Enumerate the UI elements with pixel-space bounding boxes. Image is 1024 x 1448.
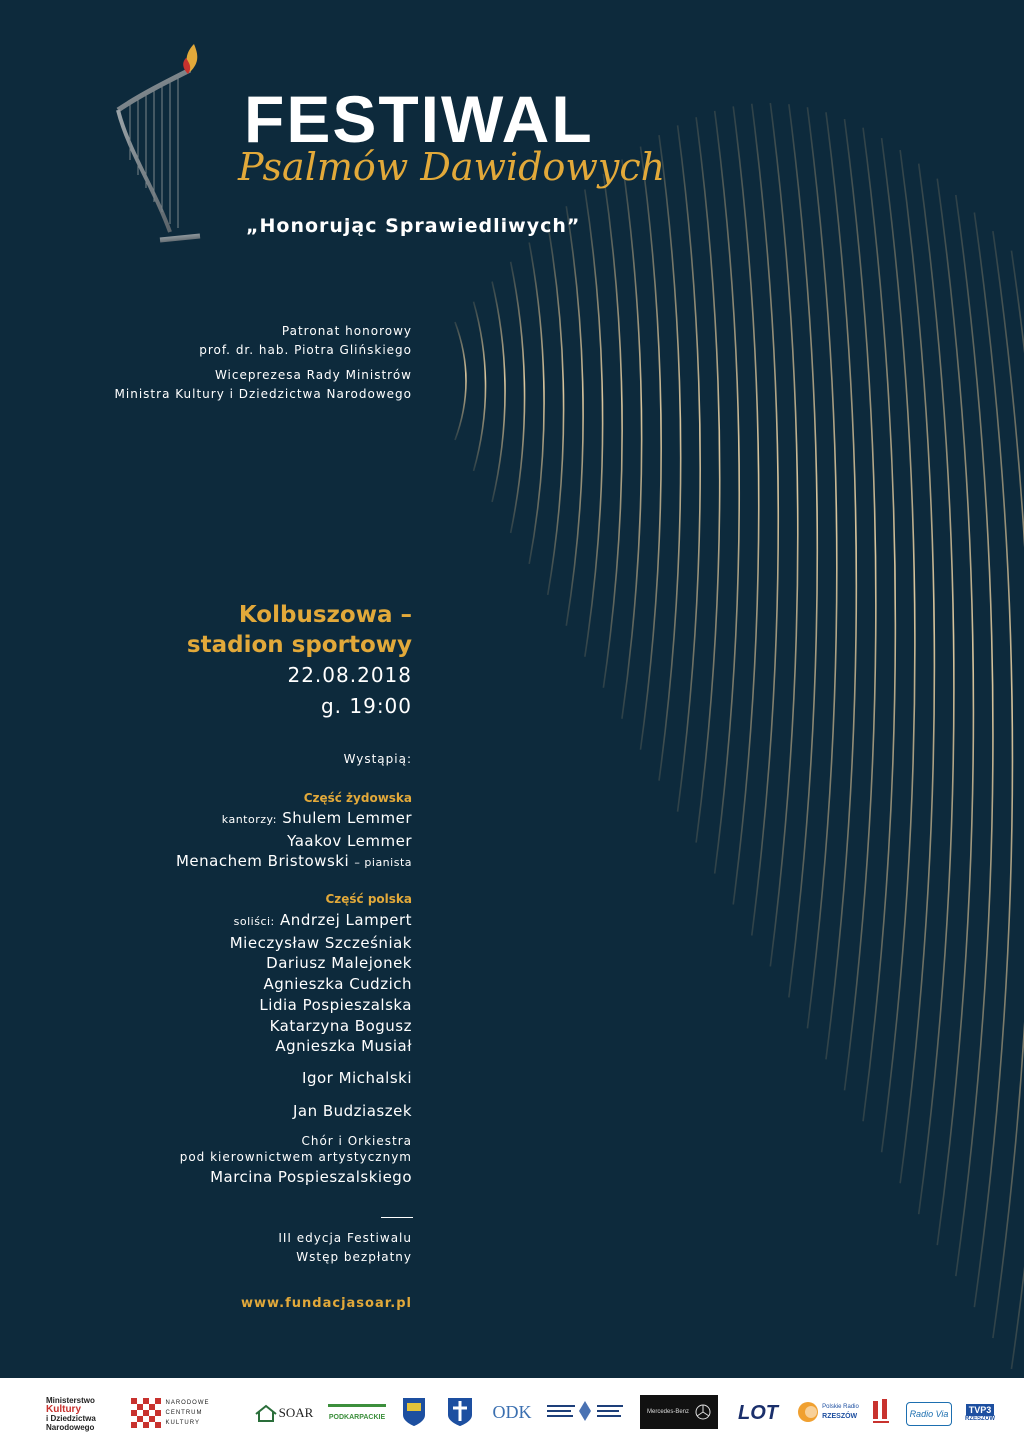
soar-house-icon xyxy=(255,1404,277,1422)
mercedes-logo: Mercedes-Benz xyxy=(640,1395,718,1429)
jewish-part-block xyxy=(176,788,412,874)
harp-string xyxy=(845,119,876,1090)
harp-string xyxy=(752,104,778,936)
tvp3-logo: TVP3 RZESZÓW xyxy=(965,1405,995,1422)
harp-icon xyxy=(110,40,220,250)
section-label: Część żydowska xyxy=(303,791,412,805)
harp-string xyxy=(863,128,895,1122)
harp-string xyxy=(882,138,915,1152)
section-label: Część polska xyxy=(325,892,412,906)
performer-name: Shulem Lemmer xyxy=(282,809,412,827)
radio-via-logo: Radio Via xyxy=(906,1402,952,1426)
sponsor-footer xyxy=(0,1378,1024,1448)
harp-string xyxy=(826,112,856,1059)
nck-mark-icon xyxy=(131,1398,161,1428)
event-time: g. 19:00 xyxy=(320,694,412,718)
harp-string xyxy=(770,103,797,966)
info-block xyxy=(278,1229,412,1267)
harp-string xyxy=(807,107,836,1028)
harp-string xyxy=(492,282,505,502)
patronage-line: prof. dr. hab. Piotra Glińskiego xyxy=(199,343,412,357)
harp-string xyxy=(1011,251,1024,1369)
admission-text: Wstęp bezpłatny xyxy=(296,1250,412,1264)
harp-string xyxy=(733,106,759,904)
foundation-logo xyxy=(546,1398,626,1426)
patronage-line: Wiceprezesa Rady Ministrów xyxy=(214,368,412,382)
performer-name: Lidia Pospieszalska xyxy=(259,995,412,1014)
patronage-line: Ministra Kultury i Dziedzictwa Narodowego xyxy=(114,387,412,401)
performer-name: Yaakov Lemmer xyxy=(287,831,412,850)
harp-string xyxy=(548,224,564,595)
harp-string xyxy=(993,231,1024,1338)
mercedes-star-icon xyxy=(695,1404,711,1420)
polish-part-block xyxy=(230,888,412,1057)
performer-name: Menachem Bristowski xyxy=(175,852,350,871)
performer-name: Jan Budziaszek xyxy=(292,1102,412,1120)
performer-name: Igor Michalski xyxy=(302,1069,412,1087)
divider xyxy=(381,1217,413,1218)
nck-logo: NARODOWE CENTRUM KULTURY xyxy=(128,1396,212,1430)
festival-subtitle: „Honorując Sprawiedliwych” xyxy=(246,215,581,237)
harp-string xyxy=(622,160,642,719)
harp-string xyxy=(937,179,973,1246)
pianist-suffix: – pianista xyxy=(354,856,412,870)
performers-label: Wystąpią: xyxy=(343,752,412,766)
soloists-prefix: soliści: xyxy=(233,915,275,928)
radio-circle-icon xyxy=(797,1401,819,1423)
patronage-block xyxy=(115,322,412,404)
website-link[interactable]: www.fundacjasoar.pl xyxy=(240,1296,412,1311)
venue-block xyxy=(187,600,412,722)
harp-string xyxy=(715,111,740,874)
lot-logo: LOT xyxy=(738,1401,778,1424)
harp-string xyxy=(585,189,603,656)
performer-name: Katarzyna Bogusz xyxy=(269,1016,412,1035)
performer-name: Andrzej Lampert xyxy=(280,911,412,929)
ministry-logo: Ministerstwo Kultury i Dziedzictwa Narodowego xyxy=(46,1396,96,1432)
harp-string xyxy=(789,104,817,997)
performer-name: Dariusz Malejonek xyxy=(266,954,412,973)
radio-rzeszow-logo: Polskie Radio RZESZÓW xyxy=(796,1398,860,1426)
harp-string xyxy=(659,135,681,780)
choir-line: pod kierownictwem artystycznym xyxy=(179,1150,412,1164)
soar-logo: SOAR xyxy=(252,1402,316,1424)
performer-name: Agnieszka Cudzich xyxy=(263,975,412,994)
harp-string xyxy=(474,302,486,471)
festival-title: FESTIWAL xyxy=(244,82,594,156)
event-date: 22.08.2018 xyxy=(287,663,412,687)
odk-logo: ODK xyxy=(492,1401,532,1422)
harp-string xyxy=(455,322,466,440)
performer-name: Agnieszka Musiał xyxy=(275,1037,412,1056)
venue-line: stadion sportowy xyxy=(186,632,412,658)
harp-string xyxy=(956,195,993,1276)
cantors-prefix: kantorzy: xyxy=(221,813,277,826)
harp-string xyxy=(640,147,661,750)
festival-script-title: Psalmów Dawidowych xyxy=(238,145,666,189)
harp-string xyxy=(919,164,954,1215)
harp-string xyxy=(603,174,622,688)
red-station-icon xyxy=(870,1396,892,1428)
harp-string xyxy=(511,262,525,533)
patronage-line: Patronat honorowy xyxy=(281,324,412,338)
conductor-name: Marcina Pospieszalskiego xyxy=(210,1168,412,1186)
coat-of-arms-icon xyxy=(401,1396,427,1428)
venue-line: Kolbuszowa – xyxy=(238,602,412,628)
harp-string xyxy=(529,243,544,564)
choir-line: Chór i Orkiestra xyxy=(301,1134,412,1148)
coat-of-arms-icon xyxy=(446,1396,474,1428)
performer-name: Mieczysław Szcześniak xyxy=(229,933,412,952)
harp-string xyxy=(566,206,583,626)
choir-block xyxy=(180,1133,412,1189)
podkarpackie-logo: PODKARPACKIE xyxy=(328,1404,386,1427)
harp-string xyxy=(900,150,934,1183)
edition-text: III edycja Festiwalu xyxy=(278,1231,412,1245)
